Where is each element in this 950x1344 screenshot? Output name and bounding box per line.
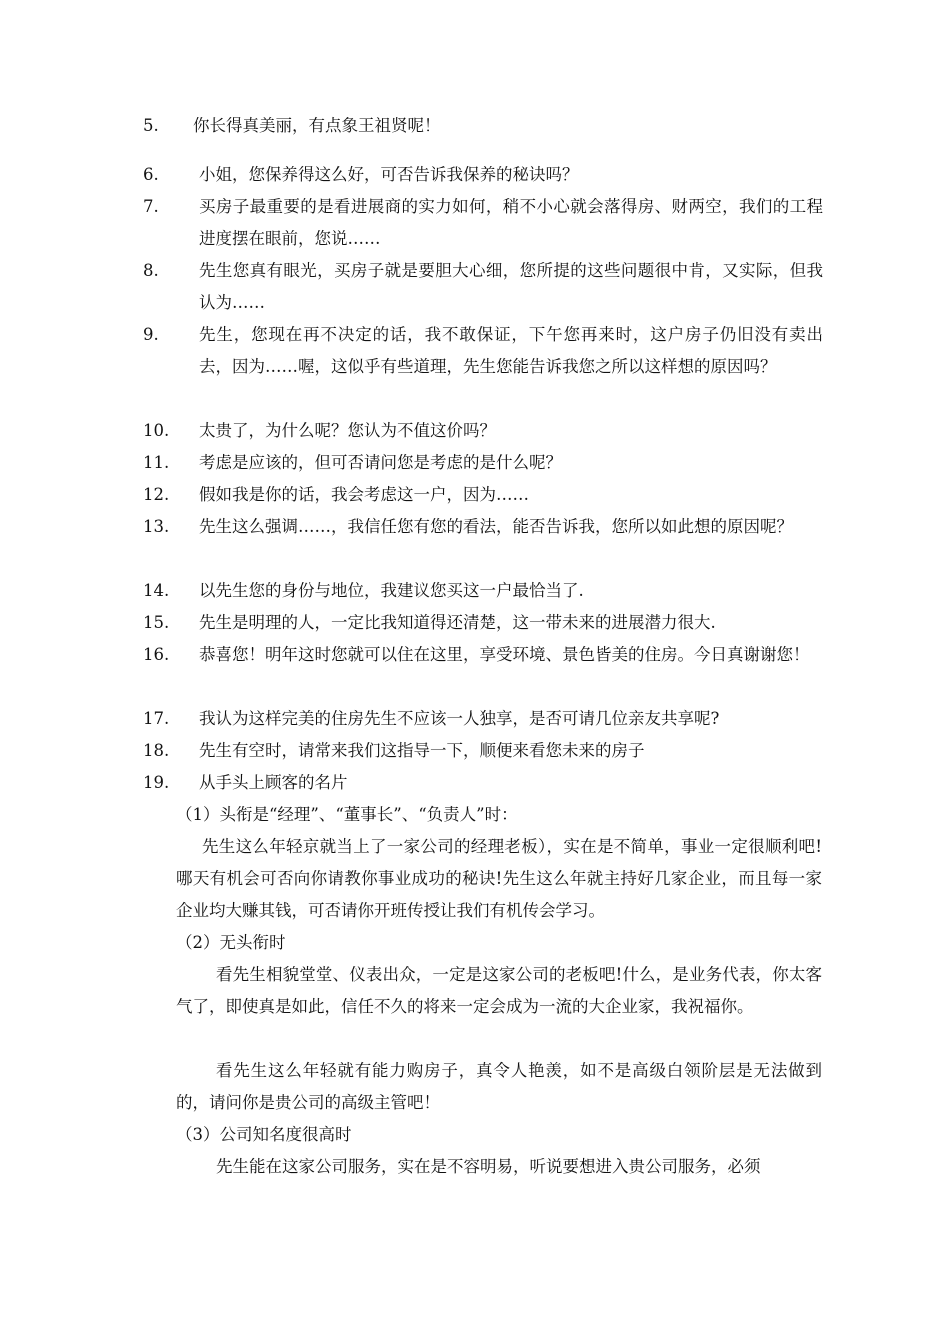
section-paragraph: 先生这么年轻京就当上了一家公司的经理老板），实在是不简单，事业一定很顺利吧!哪天有机会可否向你请教你事业成功的秘诀!先生这么年就主持好几家企业，而且每一家企业均大赚其钱，可否请你开班传授让我们有机传会学习。 bbox=[176, 837, 822, 920]
item-number: 15. bbox=[143, 613, 170, 632]
section-paragraph: 看先生这么年轻就有能力购房子，真令人艳羡，如不是高级白领阶层是无法做到的，请问你是贵公司的高级主管吧！ bbox=[176, 1061, 822, 1112]
section-heading-no-title: （2）无头衔时 bbox=[176, 933, 286, 952]
item-number: 14. bbox=[143, 581, 170, 600]
item-number: 13. bbox=[143, 517, 170, 536]
item-number: 16. bbox=[143, 645, 170, 664]
list-item bbox=[143, 639, 823, 671]
list-item bbox=[143, 575, 823, 607]
section-paragraph: 先生能在这家公司服务，实在是不容明易，听说要想进入贵公司服务，必须 bbox=[216, 1157, 761, 1176]
item-number: 10. bbox=[143, 421, 170, 440]
item-text: 先生是明理的人，一定比我知道得还清楚，这一带未来的进展潜力很大. bbox=[199, 613, 716, 632]
list-item bbox=[143, 415, 823, 447]
item-text: 先生这么强调……，我信任您有您的看法，能否告诉我，您所以如此想的原因呢？ bbox=[199, 517, 793, 536]
item-number: 5. bbox=[143, 116, 159, 135]
item-text: 恭喜您！明年这时您就可以住在这里，享受环境、景色皆美的住房。今日真谢谢您！ bbox=[199, 645, 810, 664]
list-item bbox=[143, 191, 823, 255]
list-item bbox=[143, 319, 823, 383]
list-item bbox=[143, 479, 823, 511]
list-item bbox=[143, 110, 823, 142]
list-item bbox=[143, 767, 823, 799]
item-number: 9. bbox=[143, 325, 159, 344]
item-number: 8. bbox=[143, 261, 159, 280]
item-number: 11. bbox=[143, 453, 170, 472]
item-text: 先生有空时，请常来我们这指导一下，顺便来看您未来的房子 bbox=[199, 741, 645, 760]
item-number: 6. bbox=[143, 165, 159, 184]
item-number: 17. bbox=[143, 709, 170, 728]
section-heading-title: （1）头衔是“经理”、“董事长”、“负责人”时： bbox=[176, 805, 518, 824]
item-text: 先生，您现在再不决定的话，我不敢保证，下午您再来时，这户房子仍旧没有卖出去，因为……喔，这似乎有些道理，先生您能告诉我您之所以这样想的原因吗？ bbox=[199, 325, 823, 376]
item-text: 你长得真美丽，有点象王祖贤呢！ bbox=[193, 116, 441, 135]
list-item bbox=[143, 607, 823, 639]
item-text: 假如我是你的话，我会考虑这一户，因为…… bbox=[199, 485, 529, 504]
section-paragraph: 看先生相貌堂堂、仪表出众，一定是这家公司的老板吧!什么，是业务代表，你太客气了，即使真是如此，信任不久的将来一定会成为一流的大企业家，我祝福你。 bbox=[176, 965, 822, 1016]
list-item bbox=[143, 159, 823, 191]
list-item bbox=[143, 703, 823, 735]
item-number: 7. bbox=[143, 197, 159, 216]
list-item bbox=[143, 255, 823, 319]
item-number: 18. bbox=[143, 741, 170, 760]
section-heading-company: （3）公司知名度很高时 bbox=[176, 1125, 352, 1144]
item-text: 我认为这样完美的住房先生不应该一人独享，是否可请几位亲友共享呢? bbox=[199, 709, 720, 728]
item-text: 先生您真有眼光，买房子就是要胆大心细，您所提的这些问题很中肯，又实际，但我认为…… bbox=[199, 261, 823, 312]
item-text: 太贵了，为什么呢？您认为不值这价吗？ bbox=[199, 421, 496, 440]
item-number: 19. bbox=[143, 773, 170, 792]
list-item bbox=[143, 511, 823, 543]
item-text: 从手头上顾客的名片 bbox=[199, 773, 348, 792]
item-number: 12. bbox=[143, 485, 170, 504]
item-text: 买房子最重要的是看进展商的实力如何，稍不小心就会落得房、财两空，我们的工程进度摆在眼前，您说…… bbox=[199, 197, 823, 248]
list-item bbox=[143, 735, 823, 767]
list-item bbox=[143, 447, 823, 479]
item-text: 以先生您的身份与地位，我建议您买这一户最恰当了. bbox=[199, 581, 584, 600]
item-text: 考虑是应该的，但可否请问您是考虑的是什么呢？ bbox=[199, 453, 562, 472]
item-text: 小姐，您保养得这么好，可否告诉我保养的秘诀吗？ bbox=[199, 165, 579, 184]
